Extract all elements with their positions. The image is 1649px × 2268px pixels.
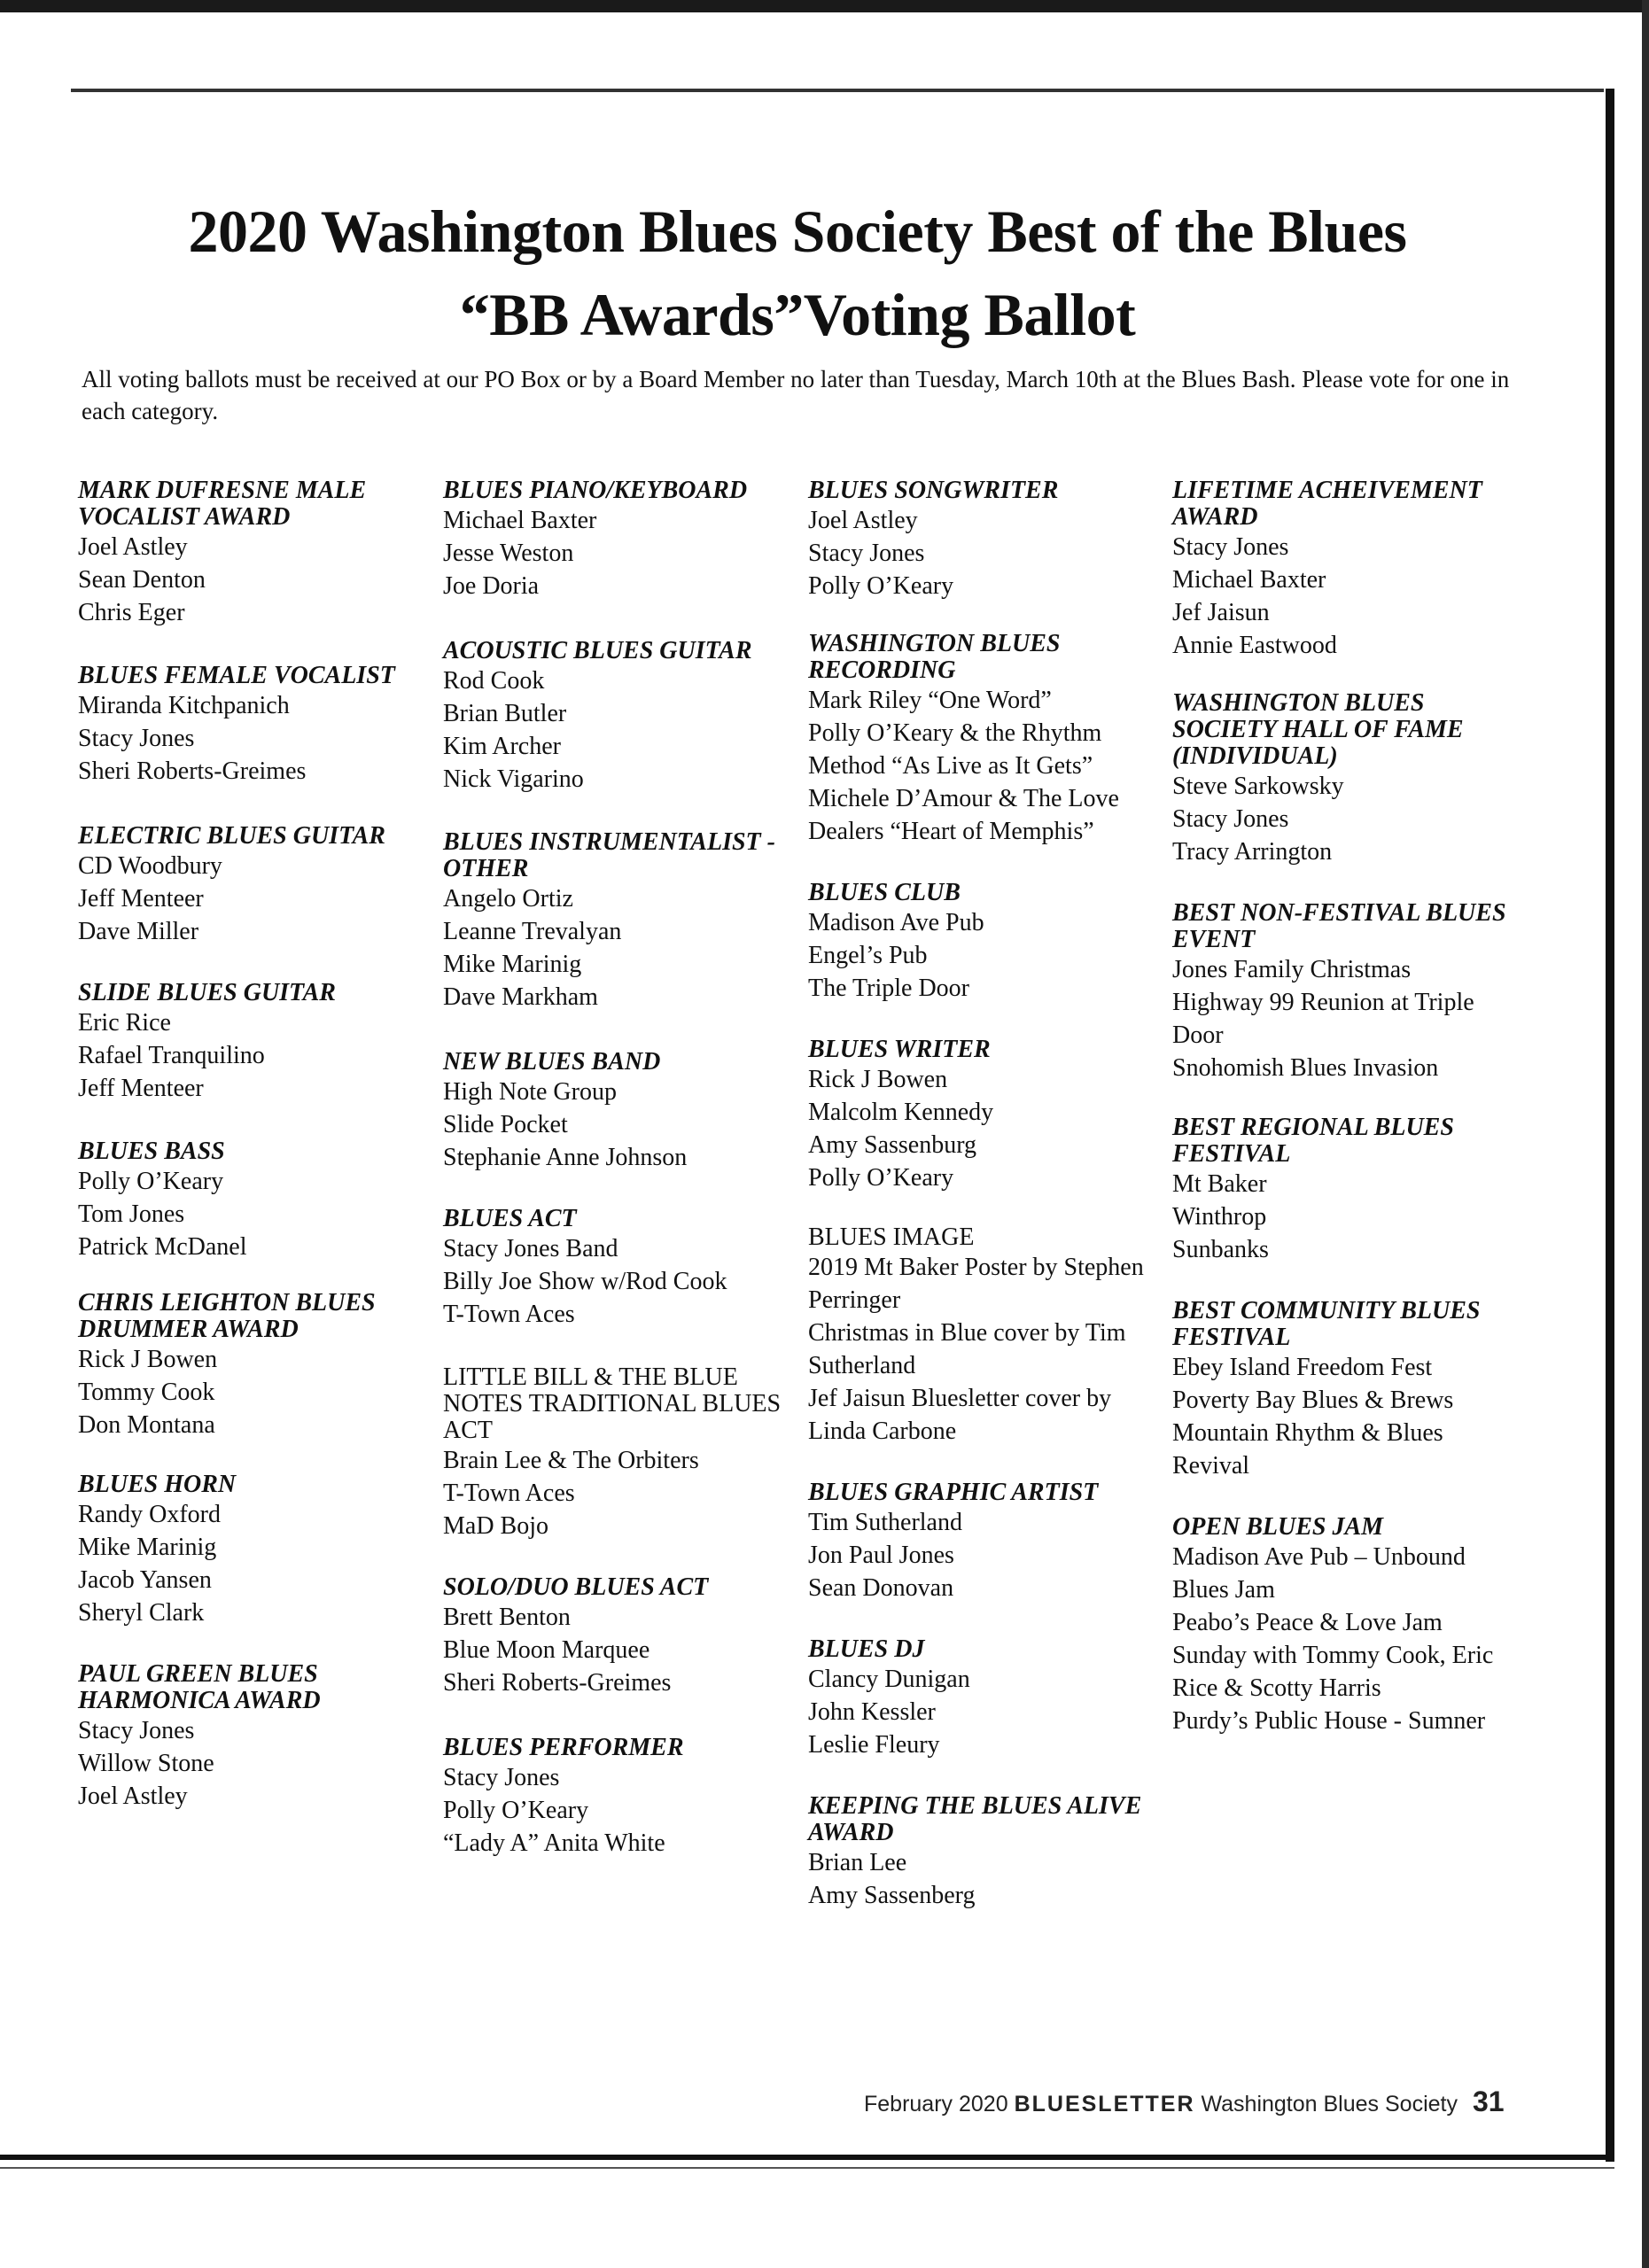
- nominee: Engel’s Pub: [808, 942, 928, 969]
- nominee: Rick J Bowen: [808, 1066, 948, 1093]
- nominee: Jones Family Christmas: [1172, 956, 1412, 983]
- category-title: KEEPING THE BLUES ALIVE AWARD: [808, 1792, 1142, 1846]
- category-title: LIFETIME ACHEIVEMENT AWARD: [1172, 477, 1482, 531]
- nominee: “Lady A” Anita White: [443, 1829, 665, 1857]
- award-category: [808, 1037, 1154, 1194]
- nominee: Peabo’s Peace & Love Jam Sunday with Tommy Cook, Eric Rice & Scotty Harris: [1172, 1609, 1494, 1702]
- nominee: MaD Bojo: [443, 1512, 548, 1540]
- award-category: [808, 1224, 1154, 1448]
- nominee: Brett Benton: [443, 1604, 571, 1631]
- category-title: BEST NON-FESTIVAL BLUES EVENT: [1172, 899, 1506, 953]
- category-title: SOLO/DUO BLUES ACT: [443, 1573, 709, 1601]
- nominee: Michele D’Amour & The Love Dealers “Heart of Memphis”: [808, 785, 1119, 845]
- nominee: Jacob Yansen: [78, 1566, 212, 1594]
- page-number: 31: [1472, 2085, 1505, 2117]
- nominee: Polly O’Keary: [443, 1797, 589, 1824]
- award-category: [78, 478, 424, 629]
- award-category: [443, 1735, 789, 1860]
- nominee: Sheryl Clark: [78, 1599, 205, 1627]
- award-category: [78, 1472, 424, 1629]
- nominee: Polly O’Keary & the Rhythm Method “As Live as It Gets”: [808, 719, 1102, 780]
- award-category: [1172, 1298, 1518, 1482]
- nominee: Clancy Dunigan: [808, 1666, 970, 1693]
- award-category: [808, 880, 1154, 1005]
- footer-month: February 2020: [864, 2092, 1008, 2117]
- nominee: Jesse Weston: [443, 540, 574, 567]
- nominee: Brian Lee: [808, 1849, 907, 1876]
- nominee: Ebey Island Freedom Fest: [1172, 1354, 1433, 1381]
- category-title: BEST REGIONAL BLUES FESTIVAL: [1172, 1114, 1454, 1168]
- nominee: Christmas in Blue cover by Tim Sutherland: [808, 1319, 1126, 1379]
- award-category: [1172, 478, 1518, 662]
- nominee: Jeff Menteer: [78, 1075, 204, 1102]
- award-category: [443, 1364, 789, 1542]
- category-title: BLUES CLUB: [808, 879, 961, 906]
- award-category: [808, 631, 1154, 848]
- award-category: [1172, 1514, 1518, 1737]
- category-title: MARK DUFRESNE MALE VOCALIST AWARD: [78, 477, 367, 531]
- nominee: Amy Sassenberg: [808, 1882, 976, 1909]
- award-category: [443, 478, 789, 602]
- nominee: Stacy Jones: [78, 725, 195, 752]
- award-category: [1172, 1115, 1518, 1266]
- nominee: Stacy Jones: [1172, 805, 1289, 833]
- nominee: Rick J Bowen: [78, 1346, 218, 1373]
- category-title: ELECTRIC BLUES GUITAR: [78, 822, 385, 850]
- award-category: [443, 1206, 789, 1331]
- nominee: Sunbanks: [1172, 1236, 1269, 1263]
- nominee: Tommy Cook: [78, 1379, 215, 1406]
- nominee: Polly O’Keary: [808, 1164, 954, 1192]
- nominee: Polly O’Keary: [78, 1168, 224, 1195]
- nominee: Steve Sarkowsky: [1172, 773, 1344, 800]
- nominee: Nick Vigarino: [443, 765, 584, 793]
- nominee: Jeff Menteer: [78, 885, 204, 913]
- nominee: Jef Jaisun Bluesletter cover by Linda Carbone: [808, 1385, 1112, 1445]
- nominee: Tom Jones: [78, 1200, 185, 1228]
- nominee: Michael Baxter: [443, 507, 597, 534]
- category-title: ACOUSTIC BLUES GUITAR: [443, 637, 752, 664]
- nominee: Joel Astley: [78, 533, 188, 561]
- footer-org: Washington Blues Society: [1201, 2092, 1458, 2117]
- nominee: Jef Jaisun: [1172, 599, 1270, 626]
- nominee: Miranda Kitchpanich: [78, 692, 290, 719]
- category-title: BLUES DJ: [808, 1635, 925, 1663]
- nominee: Sheri Roberts-Greimes: [443, 1669, 672, 1697]
- nominee: Stacy Jones: [443, 1764, 560, 1791]
- nominee: Willow Stone: [78, 1750, 214, 1777]
- award-category: [78, 1290, 424, 1441]
- nominee: Madison Ave Pub: [808, 909, 984, 936]
- nominee: T-Town Aces: [443, 1301, 575, 1328]
- nominee: Blue Moon Marquee: [443, 1636, 650, 1664]
- nominee: Joel Astley: [78, 1783, 188, 1810]
- footer-publication: BLUESLETTER: [1014, 2092, 1195, 2117]
- nominee: Annie Eastwood: [1172, 632, 1337, 659]
- top-rule: [71, 89, 1604, 92]
- nominee: Stacy Jones: [1172, 533, 1289, 561]
- nominee: Joe Doria: [443, 572, 540, 600]
- nominee: Stacy Jones: [78, 1717, 195, 1744]
- ballot-column-3: [808, 447, 1154, 1912]
- nominee: Winthrop: [1172, 1203, 1267, 1231]
- category-title: BLUES HORN: [78, 1471, 237, 1498]
- nominee: 2019 Mt Baker Poster by Stephen Perringer: [808, 1254, 1144, 1314]
- nominee: Randy Oxford: [78, 1501, 221, 1528]
- award-category: [808, 1636, 1154, 1761]
- award-category: [443, 1049, 789, 1174]
- nominee: Mark Riley “One Word”: [808, 687, 1052, 714]
- nominee: Brian Butler: [443, 700, 567, 727]
- category-title: WASHINGTON BLUES SOCIETY HALL OF FAME (INDIVIDUAL): [1172, 689, 1464, 770]
- page-right-border: [1606, 89, 1614, 2162]
- award-category: [78, 663, 424, 788]
- nominee: Sean Donovan: [808, 1574, 954, 1602]
- nominee: Polly O’Keary: [808, 572, 954, 600]
- nominee: Highway 99 Reunion at Triple Door: [1172, 989, 1474, 1049]
- award-category: [1172, 900, 1518, 1084]
- award-category: [443, 638, 789, 796]
- nominee: Dave Miller: [78, 918, 199, 945]
- ballot-column-1: [78, 447, 424, 1813]
- category-title: BEST COMMUNITY BLUES FESTIVAL: [1172, 1297, 1481, 1351]
- nominee: Mike Marinig: [78, 1534, 217, 1561]
- nominee: Mike Marinig: [443, 951, 582, 978]
- category-title: BLUES GRAPHIC ARTIST: [808, 1479, 1099, 1506]
- category-title: OPEN BLUES JAM: [1172, 1513, 1384, 1541]
- nominee: Don Montana: [78, 1411, 215, 1439]
- page-title: [71, 190, 1524, 356]
- nominee: Leslie Fleury: [808, 1731, 940, 1759]
- nominee: Tracy Arrington: [1172, 838, 1333, 866]
- category-title: NEW BLUES BAND: [443, 1048, 661, 1076]
- category-title: BLUES BASS: [78, 1138, 225, 1165]
- category-title: SLIDE BLUES GUITAR: [78, 979, 336, 1006]
- nominee: Mt Baker: [1172, 1170, 1267, 1198]
- category-title: BLUES SONGWRITER: [808, 477, 1059, 504]
- award-category: [78, 823, 424, 948]
- award-category: [78, 980, 424, 1105]
- award-category: [443, 829, 789, 1014]
- nominee: Stacy Jones: [808, 540, 925, 567]
- scan-top-edge: [0, 0, 1649, 12]
- category-title: LITTLE BILL & THE BLUE NOTES TRADITIONAL BLUES ACT: [443, 1363, 782, 1444]
- nominee: The Triple Door: [808, 975, 969, 1002]
- nominee: T-Town Aces: [443, 1480, 575, 1507]
- nominee: Malcolm Kennedy: [808, 1099, 994, 1126]
- nominee: Angelo Ortiz: [443, 885, 573, 913]
- award-category: [808, 1480, 1154, 1604]
- award-category: [808, 478, 1154, 602]
- nominee: Purdy’s Public House - Sumner: [1172, 1707, 1486, 1735]
- ballot-instructions: All voting ballots must be received at our PO Box or by a Board Member no later than Tuesday, March 10th at the Blues Bash. Please vote for one in each category.: [82, 366, 1510, 424]
- category-title: BLUES IMAGE: [808, 1223, 975, 1251]
- nominee: Snohomish Blues Invasion: [1172, 1054, 1439, 1082]
- bottom-rule-thin: [0, 2167, 1614, 2169]
- nominee: Billy Joe Show w/Rod Cook: [443, 1268, 727, 1295]
- award-category: [78, 1661, 424, 1813]
- nominee: Madison Ave Pub – Unbound Blues Jam: [1172, 1543, 1466, 1604]
- nominee: Sean Denton: [78, 566, 206, 594]
- award-category: [443, 1574, 789, 1699]
- nominee: Tim Sutherland: [808, 1509, 962, 1536]
- nominee: CD Woodbury: [78, 852, 222, 880]
- title-line-1: 2020 Washington Blues Society Best of the Blues: [188, 198, 1407, 265]
- category-title: BLUES PIANO/KEYBOARD: [443, 477, 748, 504]
- nominee: Brain Lee & The Orbiters: [443, 1447, 699, 1474]
- nominee: Chris Eger: [78, 599, 185, 626]
- nominee: Rod Cook: [443, 667, 545, 695]
- award-category: [78, 1138, 424, 1263]
- nominee: Stacy Jones Band: [443, 1235, 618, 1262]
- nominee: Sheri Roberts-Greimes: [78, 757, 307, 785]
- nominee: Jon Paul Jones: [808, 1542, 954, 1569]
- category-title: BLUES FEMALE VOCALIST: [78, 662, 395, 689]
- nominee: Eric Rice: [78, 1009, 171, 1037]
- scan-right-edge: [1642, 0, 1649, 2268]
- category-title: PAUL GREEN BLUES HARMONICA AWARD: [78, 1660, 321, 1714]
- nominee: High Note Group: [443, 1078, 617, 1106]
- award-category: [808, 1793, 1154, 1912]
- category-title: WASHINGTON BLUES RECORDING: [808, 630, 1061, 684]
- nominee: John Kessler: [808, 1698, 936, 1726]
- nominee: Poverty Bay Blues & Brews: [1172, 1386, 1454, 1414]
- nominee: Leanne Trevalyan: [443, 918, 622, 945]
- ballot-column-2: [443, 447, 789, 1860]
- nominee: Dave Markham: [443, 983, 598, 1011]
- nominee: Stephanie Anne Johnson: [443, 1144, 688, 1171]
- category-title: CHRIS LEIGHTON BLUES DRUMMER AWARD: [78, 1289, 376, 1343]
- nominee: Mountain Rhythm & Blues Revival: [1172, 1419, 1443, 1480]
- nominee: Michael Baxter: [1172, 566, 1326, 594]
- award-category: [1172, 690, 1518, 868]
- category-title: BLUES PERFORMER: [443, 1734, 684, 1761]
- nominee: Amy Sassenburg: [808, 1131, 977, 1159]
- category-title: BLUES WRITER: [808, 1036, 991, 1063]
- nominee: Slide Pocket: [443, 1111, 568, 1138]
- title-line-2: “BB Awards”Voting Ballot: [459, 281, 1136, 348]
- category-title: BLUES INSTRUMENTALIST - OTHER: [443, 828, 775, 882]
- page-footer: [864, 2085, 1505, 2118]
- nominee: Kim Archer: [443, 733, 561, 760]
- nominee: Joel Astley: [808, 507, 918, 534]
- nominee: Patrick McDanel: [78, 1233, 247, 1261]
- bottom-rule: [0, 2155, 1614, 2160]
- nominee: Rafael Tranquilino: [78, 1042, 265, 1069]
- ballot-column-4: [1172, 447, 1518, 1737]
- category-title: BLUES ACT: [443, 1205, 577, 1232]
